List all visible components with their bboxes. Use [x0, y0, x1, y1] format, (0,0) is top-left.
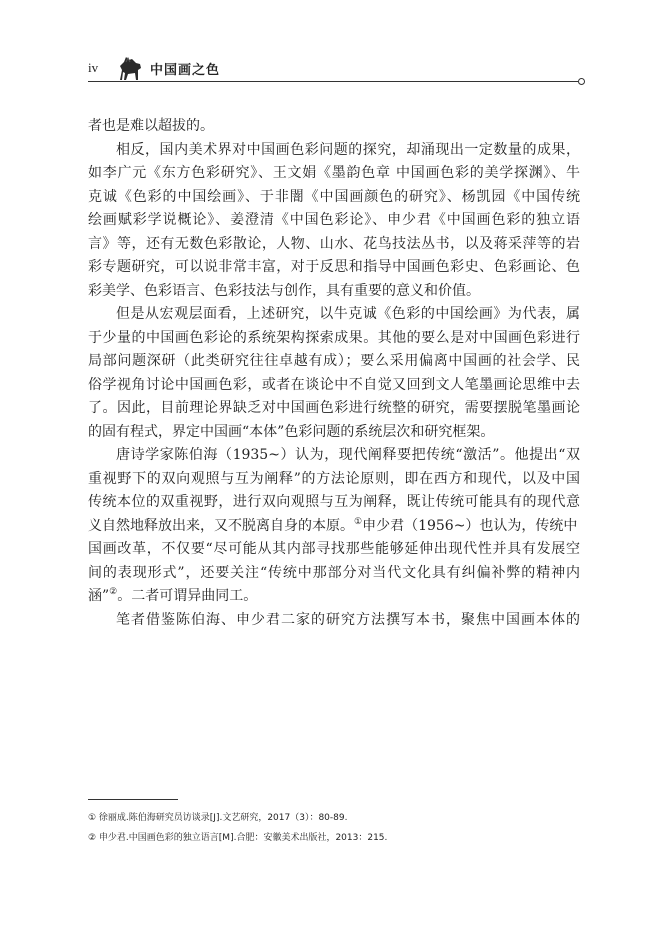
- text-line: 彩专题研究，可以说非常丰富，对于反思和指导中国画色彩史、色彩画论、色: [88, 259, 580, 275]
- footnote-rule: [88, 799, 178, 800]
- text-segment: 涵”: [88, 588, 110, 604]
- text-line: 的固有程式，界定中国画“本体”色彩问题的系统层次和研究框架。: [88, 423, 495, 440]
- text-segment: 。二者可谓异曲同工。: [117, 588, 258, 604]
- text-line: 相反，国内美术界对中国画色彩问题的探究，却涌现出一定数量的成果，: [116, 141, 580, 158]
- text-line: 言》等，还有无数色彩散论，人物、山水、花鸟技法丛书，以及蒋采萍等的岩: [88, 235, 580, 252]
- footnote: ② 申少君.中国画色彩的独立语言[M].合肥：安徽美术出版社，2013：215.: [88, 833, 388, 843]
- text-line: 重视野下的双向观照与互为阐释”的方法论原则，即在西方和现代，以及中国: [88, 470, 580, 487]
- text-line: 彩美学、色彩语言、色彩技法与创作，具有重要的意义和价值。: [88, 282, 480, 299]
- text-line: [88, 515, 580, 539]
- body-text: [88, 115, 580, 632]
- footnote-ref[interactable]: ②: [109, 587, 118, 597]
- text-line: 者也是难以超拔的。: [88, 118, 214, 134]
- text-segment: 申少君（1956~）也认为，传统中: [362, 517, 578, 534]
- text-line: 唐诗学家陈伯海（1935~）认为，现代阐释要把传统“激活”。他提出“双: [116, 447, 580, 463]
- page-header: [88, 54, 584, 88]
- text-line: 但是从宏观层面看，上述研究，以牛克诚《色彩的中国绘画》为代表，属: [116, 306, 580, 322]
- footnote: ① 徐丽成.陈伯海研究员访谈录[J].文艺研究，2017（3）：80-89.: [88, 813, 348, 823]
- footnote-ref[interactable]: ①: [354, 516, 363, 527]
- text-line: 笔者借鉴陈伯海、申少君二家的研究方法撰写本书，聚焦中国画本体的: [116, 611, 580, 628]
- text-line: 传统本位的双重视野，进行双向观照与互为阐释，既让传统可能具有的现代意: [88, 494, 580, 510]
- header-rule-ornament: [578, 78, 585, 85]
- text-line: 间的表现形式”，还要关注“传统中那部分对当代文化具有纠偏补弊的精神内: [88, 564, 580, 581]
- text-line: 国画改革，不仅要“尽可能从其内部寻找那些能够延伸出现代性并具有发展空: [88, 541, 580, 557]
- text-line: 局部问题深研（此类研究往往卓越有成）；要么采用偏离中国画的社会学、民: [88, 353, 580, 369]
- text-line: 如李广元《东方色彩研究》、王文娟《墨韵色章 中国画色彩的美学探渊》、牛: [88, 165, 580, 181]
- text-segment: 义自然地释放出来，又不脱离自身的本原。: [88, 517, 354, 534]
- horse-icon: [114, 54, 146, 84]
- text-line: [88, 585, 580, 609]
- running-title: 中国画之色: [150, 63, 221, 78]
- text-line: 克诚《色彩的中国绘画》、于非闇《中国画颜色的研究》、杨凯园《中国传统: [88, 188, 580, 205]
- text-line: 俗学视角讨论中国画色彩，或者在谈论中不自觉又回到文人笔墨画论思维中去: [88, 376, 580, 393]
- text-line: 绘画赋彩学说概论》、姜澄清《中国色彩论》、申少君《中国画色彩的独立语: [88, 212, 580, 228]
- text-line: 于少量的中国画色彩论的系统架构探索成果。其他的要么是对中国画色彩进行: [88, 329, 580, 346]
- header-rule: [88, 81, 578, 82]
- text-line: 了。因此，目前理论界缺乏对中国画色彩进行统整的研究，需要摆脱笔墨画论: [88, 400, 580, 416]
- footnotes: [88, 808, 580, 848]
- page-number: iv: [88, 60, 99, 75]
